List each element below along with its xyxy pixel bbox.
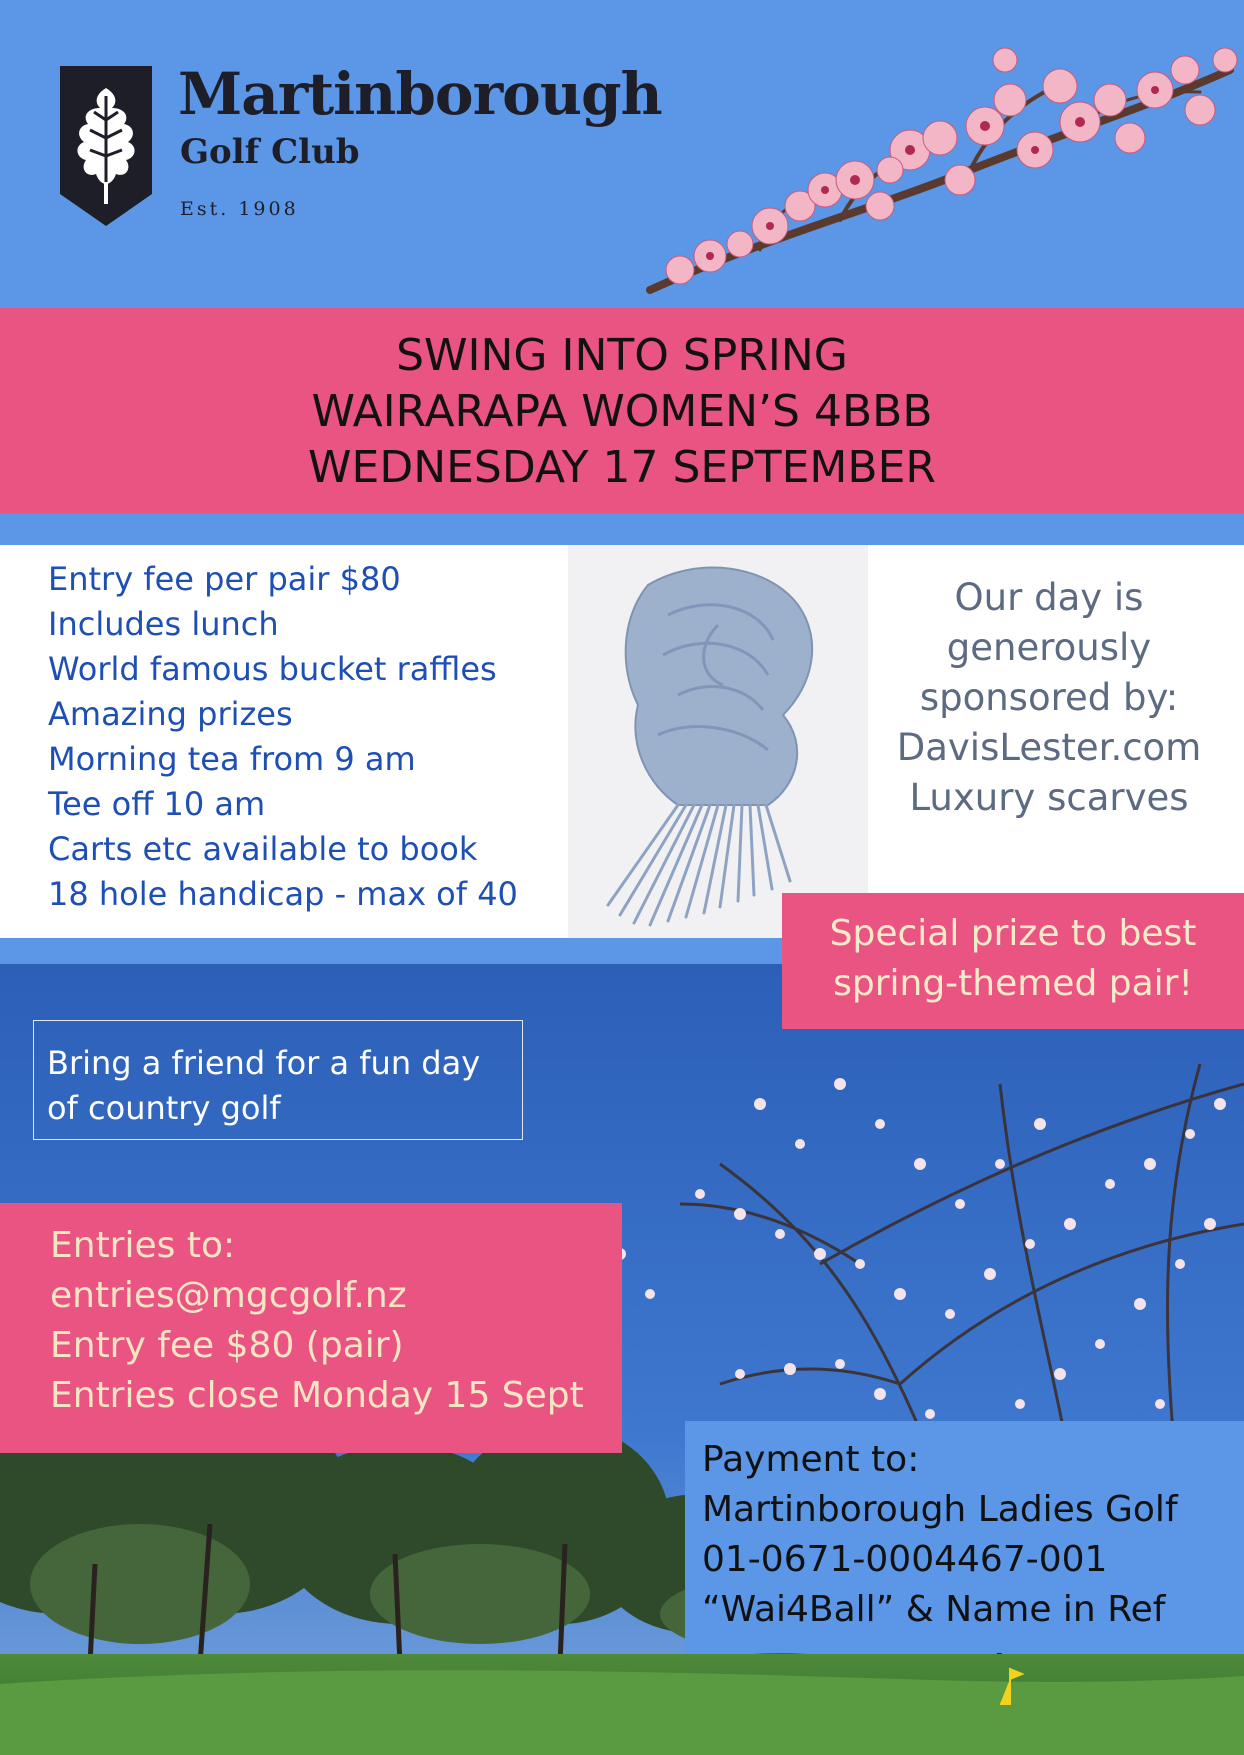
club-established: Est. 1908: [180, 198, 299, 220]
detail-lunch: Includes lunch: [48, 605, 279, 643]
club-logo-leaf-icon: [60, 66, 152, 226]
special-prize-banner: [782, 893, 1244, 1029]
sponsor-tagline: Luxury scarves: [909, 776, 1189, 819]
payment-account-name: Martinborough Ladies Golf: [702, 1489, 1178, 1530]
entries-heading: Entries to:: [50, 1225, 236, 1266]
sponsor-block: [880, 573, 1218, 823]
club-subtitle: Golf Club: [180, 132, 360, 172]
payment-account-number: 01-0671-0004467-001: [702, 1539, 1108, 1580]
payment-heading: Payment to:: [702, 1439, 920, 1480]
blossom-branch-image: [640, 30, 1244, 300]
detail-carts: Carts etc available to book: [48, 830, 478, 868]
scarf-photo: [568, 545, 868, 938]
event-title-line-2: WAIRARAPA WOMEN’S 4BBB: [311, 386, 933, 437]
special-prize-line-1: Special prize to best: [829, 913, 1197, 954]
sponsor-line-3: sponsored by:: [919, 676, 1179, 719]
sponsor-line-2: generously: [946, 626, 1152, 669]
club-name: Martinborough: [178, 60, 662, 128]
entries-info-box: [0, 1203, 622, 1453]
detail-prizes: Amazing prizes: [48, 695, 293, 733]
event-details-list: [48, 557, 518, 917]
detail-entry-fee: Entry fee per pair $80: [48, 560, 401, 598]
detail-morning-tea: Morning tea from 9 am: [48, 740, 416, 778]
detail-tee-off: Tee off 10 am: [48, 785, 266, 823]
payment-info-box: [685, 1421, 1244, 1653]
entries-close-date: Entries close Monday 15 Sept: [50, 1375, 584, 1416]
event-title-line-1: SWING INTO SPRING: [396, 330, 848, 381]
sponsor-name: DavisLester.com: [896, 726, 1202, 769]
special-prize-line-2: spring-themed pair!: [833, 963, 1193, 1004]
payment-reference: “Wai4Ball” & Name in Ref: [702, 1589, 1166, 1630]
bring-a-friend-box: [33, 1020, 523, 1140]
event-title-banner: [0, 308, 1244, 514]
event-details-panel: [0, 545, 1244, 938]
entries-fee: Entry fee $80 (pair): [50, 1325, 404, 1366]
friend-line-1: Bring a friend for a fun day: [47, 1044, 481, 1082]
friend-line-2: of country golf: [47, 1089, 281, 1127]
detail-raffles: World famous bucket raffles: [48, 650, 497, 688]
sponsor-line-1: Our day is: [954, 576, 1144, 619]
event-title-line-3: WEDNESDAY 17 SEPTEMBER: [308, 442, 936, 493]
entries-email-link[interactable]: entries@mgcgolf.nz: [50, 1275, 407, 1316]
detail-handicap: 18 hole handicap - max of 40: [48, 875, 518, 913]
